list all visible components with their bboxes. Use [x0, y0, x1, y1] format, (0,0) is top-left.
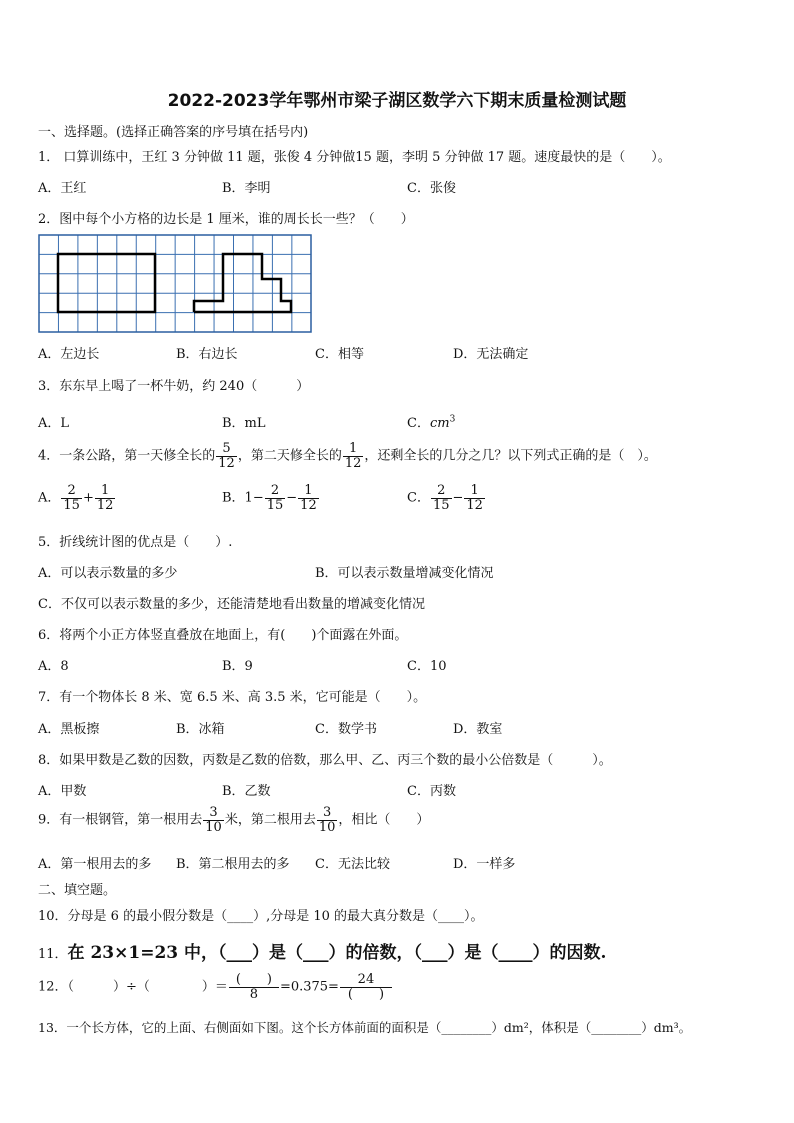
question-8-option-c: C．丙数: [407, 784, 456, 799]
question-5-stem: 5．折线统计图的优点是（ ）.: [38, 535, 233, 550]
question-6-option-b: B．9: [222, 659, 253, 674]
unit-exponent: 3: [449, 414, 456, 425]
question-6-option-a: A．8: [38, 659, 69, 674]
question-1-option-a: A．王红: [38, 181, 87, 196]
question-2-option-c: C．相等: [315, 347, 364, 362]
question-7-stem: 7．有一个物体长 8 米、宽 6.5 米、高 3.5 米，它可能是（ ）。: [38, 690, 427, 705]
question-10-stem: 10．分母是 6 的最小假分数是（____）,分母是 10 的最大真分数是（____）。: [38, 909, 484, 924]
question-2-option-a: A．左边长: [38, 347, 100, 362]
question-7-option-b: B．冰箱: [176, 722, 225, 737]
question-5-option-c: C．不仅可以表示数量的多少，还能清楚地看出数量的增减变化情况: [38, 597, 425, 612]
page-title: 2022-2023学年鄂州市梁子湖区数学六下期末质量检测试题: [167, 91, 627, 111]
question-3-stem: 3．东东早上喝了一杯牛奶，约 240（ ）: [38, 379, 310, 394]
question-6-stem: 6．将两个小正方体竖直叠放在地面上，有( )个面露在外面。: [38, 628, 408, 643]
question-11-stem: 11．在 23×1=23 中，（___）是（___）的倍数，（___）是（____）的因数.: [38, 943, 607, 963]
question-7-option-d: D．教室: [453, 722, 503, 737]
question-6-option-c: C．10: [407, 659, 447, 674]
unit-cm: cm: [429, 416, 450, 431]
fraction-1-12: $\frac{1}{12}$: [344, 441, 362, 471]
left-rectangle-shape: [58, 254, 155, 312]
question-3-option-a: A．L: [38, 416, 70, 431]
question-1-option-b: B．李明: [222, 181, 271, 196]
question-9-option-d: D．一样多: [453, 857, 516, 872]
question-4-option-b: B．1− $\frac{2}{15}$ − $\frac{1}{12}$: [222, 483, 317, 513]
question-2-option-d: D．无法确定: [453, 347, 529, 362]
question-8-stem: 8．如果甲数是乙数的因数，丙数是乙数的倍数，那么甲、乙、丙三个数的最小公倍数是（ ）。: [38, 753, 612, 768]
question-9-option-a: A．第一根用去的多: [38, 857, 152, 872]
question-3-option-c: [407, 412, 455, 431]
question-9-stem: 9．有一根钢管，第一根用去 $\frac{3}{10}$ 米，第二根用去 $\frac{3}{10}$ ，相比（ ）: [38, 805, 430, 835]
section-1-heading: 一、选择题。(选择正确答案的序号填在括号内): [38, 125, 309, 140]
question-8-option-b: B．乙数: [222, 784, 271, 799]
section-2-heading: 二、填空题。: [38, 883, 117, 898]
question-4-stem: 4．一条公路，第一天修全长的 $\frac{5}{12}$ ，第二天修全长的 $\frac{1}{12}$ ，还剩全长的几分之几？以下列式正确的是（ ）。: [38, 441, 657, 471]
question-2-stem: 2．图中每个小方格的边长是 1 厘米，谁的周长长一些？（ ）: [38, 212, 414, 227]
question-1-option-c: C．张俊: [407, 181, 456, 196]
question-13-stem: 13．一个长方体，它的上面、右侧面如下图。这个长方体前面的面积是（________）dm²，体积是（________）dm³。: [38, 1020, 692, 1035]
question-4-option-a: A． $\frac{2}{15}$ + $\frac{1}{12}$: [38, 483, 114, 513]
question-2-grid-figure: [38, 234, 312, 333]
question-4-option-c: C． $\frac{2}{15}$ − $\frac{1}{12}$: [407, 483, 483, 513]
question-7-option-a: A．黑板擦: [38, 722, 100, 737]
right-step-shape: [194, 254, 291, 312]
question-12-stem: 12．（ ）÷（ ）＝ $\frac{( )}{8}$ =0.375= $\frac{24}{( )}$: [38, 973, 393, 1001]
question-9-option-b: B．第二根用去的多: [176, 857, 290, 872]
question-9-option-c: C．无法比较: [315, 857, 390, 872]
question-7-option-c: C．数学书: [315, 722, 377, 737]
question-3-option-b: B．mL: [222, 416, 266, 431]
question-5-option-b: B．可以表示数量增减变化情况: [315, 566, 494, 581]
option-label: C．: [407, 416, 430, 431]
fraction-5-12: $\frac{5}{12}$: [218, 441, 235, 471]
question-8-option-a: A．甲数: [38, 784, 87, 799]
question-1-stem: 1． 口算训练中，王红 3 分钟做 11 题，张俊 4 分钟做15 题，李明 5 分钟做 17 题。速度最快的是（ ）。: [38, 150, 671, 165]
question-2-option-b: B．右边长: [176, 347, 238, 362]
question-5-option-a: A．可以表示数量的多少: [38, 566, 178, 581]
